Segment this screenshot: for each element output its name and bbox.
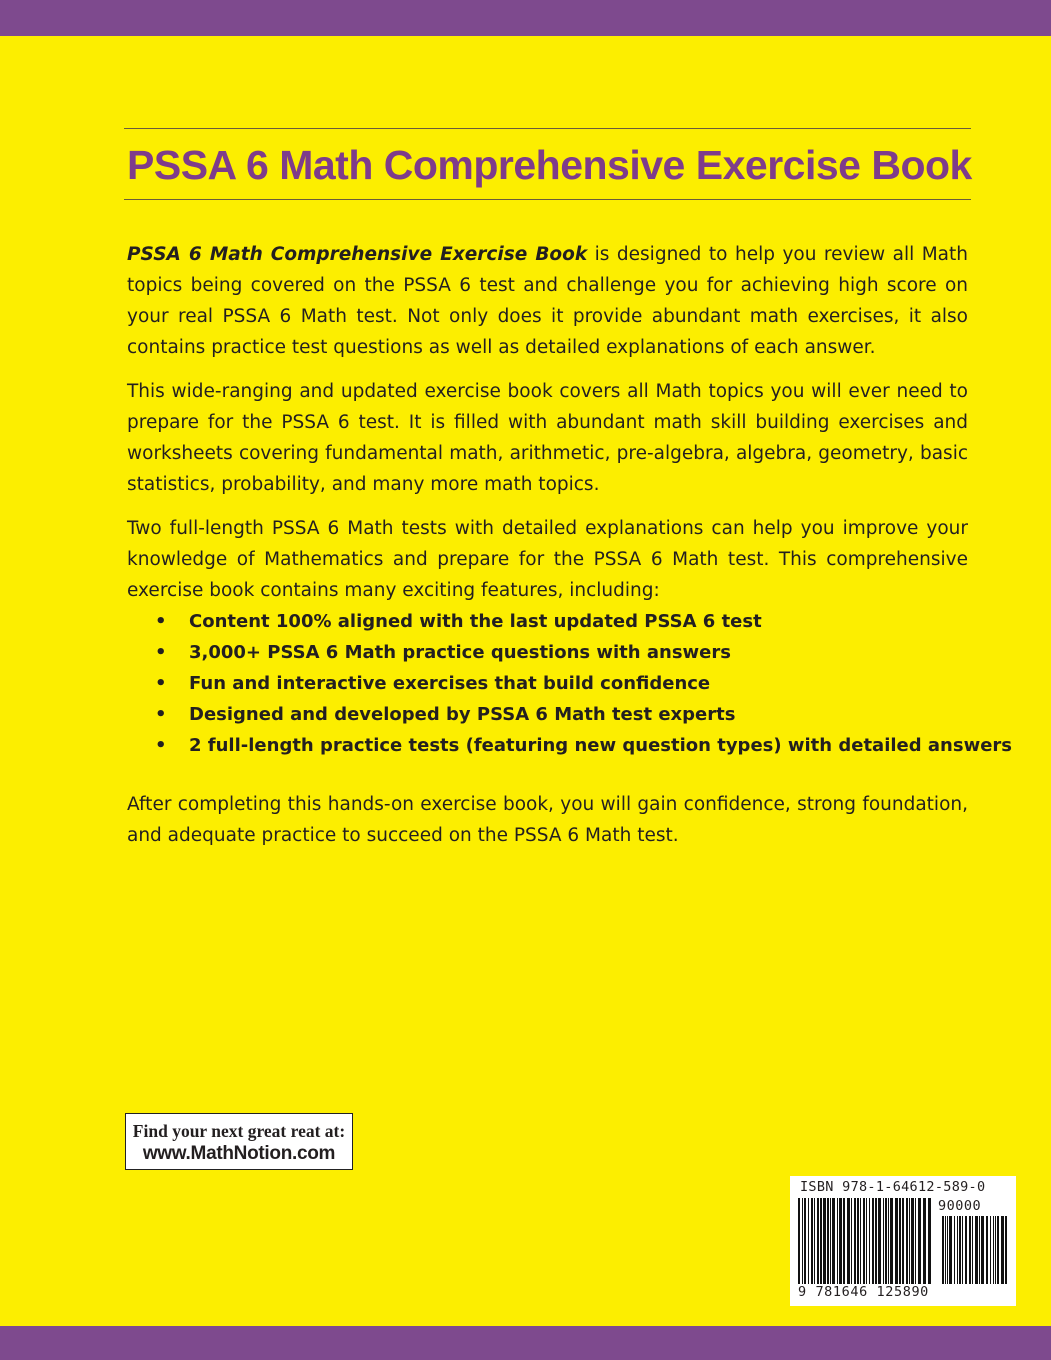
feature-item: • Fun and interactive exercises that build confidence bbox=[127, 668, 968, 699]
features-intro-paragraph: Two full-length PSSA 6 Math tests with detailed explanations can help you improve your knowledge of Mathematics and prepare for the PSSA 6 Math test. This comprehensive exercise book contains many exciting features, including: bbox=[127, 518, 968, 601]
promo-tagline: Find your next great reat at: bbox=[132, 1121, 346, 1141]
ean-number: 9 781646 125890 bbox=[798, 1284, 929, 1300]
bottom-purple-band bbox=[0, 1326, 1051, 1360]
feature-item: • 3,000+ PSSA 6 Math practice questions with answers bbox=[127, 637, 968, 668]
intro-paragraph bbox=[127, 239, 968, 363]
page-title: PSSA 6 Math Comprehensive Exercise Book bbox=[127, 142, 972, 188]
barcode-addon-number: 90000 bbox=[938, 1198, 982, 1214]
bullet-icon: • bbox=[155, 673, 167, 694]
intro-paragraph-text: is designed to help you review all Math topics being covered on the PSSA 6 test and challenge you for achieving high score on your real PSSA 6 Math test. Not only does it provide abundant math exercises, it also contains practice test questions as well as detailed explanations of each answer. bbox=[127, 244, 968, 358]
book-title-emphasis: PSSA 6 Math Comprehensive Exercise Book bbox=[127, 244, 588, 265]
title-top-rule bbox=[124, 128, 971, 129]
website-promo-box bbox=[125, 1113, 353, 1170]
feature-item: • 2 full-length practice tests (featuring new question types) with detailed answers bbox=[127, 730, 968, 761]
closing-paragraph: After completing this hands-on exercise book, you will gain confidence, strong foundation, and adequate practice to succeed on the PSSA 6 Math test. bbox=[127, 794, 968, 846]
bullet-icon: • bbox=[155, 735, 167, 756]
isbn-barcode bbox=[790, 1176, 1016, 1306]
description-body bbox=[127, 239, 1012, 864]
bullet-icon: • bbox=[155, 704, 167, 725]
title-bottom-rule bbox=[124, 199, 971, 200]
promo-website: www.MathNotion.com bbox=[142, 1143, 336, 1164]
coverage-paragraph: This wide-ranging and updated exercise book covers all Math topics you will ever need to prepare for the PSSA 6 test. It is filled with abundant math skill building exercises and worksheets covering fundamental math, arithmetic, pre-algebra, algebra, geometry, basic statistics, probability, and many more math topics. bbox=[127, 381, 968, 495]
bullet-icon: • bbox=[155, 611, 167, 632]
feature-list bbox=[127, 606, 1012, 761]
feature-item: • Designed and developed by PSSA 6 Math test experts bbox=[127, 699, 968, 730]
bullet-icon: • bbox=[155, 642, 167, 663]
top-purple-band bbox=[0, 0, 1051, 36]
feature-item: • Content 100% aligned with the last updated PSSA 6 test bbox=[127, 606, 968, 637]
isbn-label: ISBN 978-1-64612-589-0 bbox=[800, 1179, 986, 1195]
